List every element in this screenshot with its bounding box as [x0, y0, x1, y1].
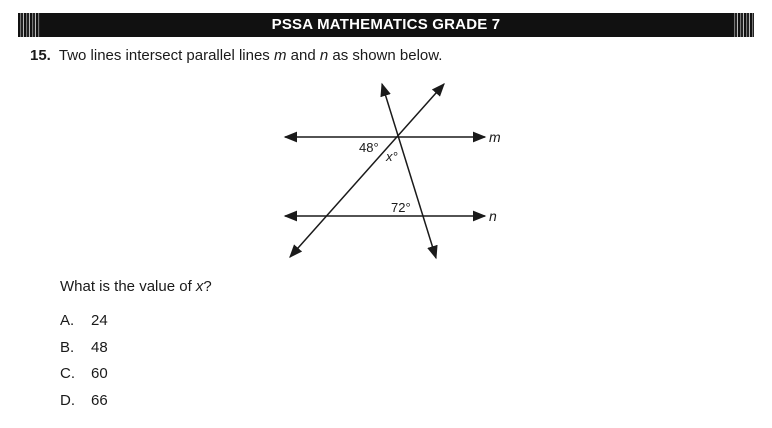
- answer-choices: [60, 312, 108, 418]
- variable-m: m: [273, 47, 287, 64]
- question-number: 15.: [30, 47, 51, 64]
- transversal-diagonal: [290, 84, 444, 257]
- variable-n: n: [319, 47, 329, 64]
- choice-letter: A.: [60, 312, 75, 329]
- choice-letter: C.: [60, 365, 75, 382]
- choice-a[interactable]: [60, 312, 108, 339]
- parallel-lines-figure: [270, 78, 520, 268]
- prompt-text-1: What is the value of: [60, 278, 196, 295]
- angle-48-label: 48°: [359, 140, 379, 155]
- question-stem: [30, 47, 442, 64]
- header-bar: [18, 13, 754, 37]
- question-text-3: as shown below.: [328, 47, 443, 64]
- page-title: PSSA MATHEMATICS GRADE 7: [271, 16, 501, 33]
- choice-value: 24: [91, 312, 108, 329]
- choice-b[interactable]: [60, 339, 108, 366]
- label-n: n: [489, 208, 497, 224]
- choice-letter: B.: [60, 338, 75, 356]
- prompt-text-2: ?: [203, 278, 212, 295]
- choice-value: 48: [91, 338, 108, 356]
- choice-d[interactable]: [60, 392, 108, 419]
- angle-72-label: 72°: [391, 200, 411, 215]
- transversal-steep: [382, 84, 436, 258]
- choice-letter: D.: [60, 391, 75, 409]
- angle-x-label: x°: [386, 149, 398, 164]
- prompt-variable-x: x: [195, 278, 204, 295]
- question-text-2: and: [286, 47, 320, 64]
- choice-value: 60: [91, 365, 108, 382]
- choice-value: 66: [91, 391, 108, 409]
- choice-c[interactable]: [60, 365, 108, 392]
- question-text-1: Two lines intersect parallel lines: [58, 47, 274, 64]
- label-m: m: [489, 129, 501, 145]
- question-prompt: [60, 278, 212, 295]
